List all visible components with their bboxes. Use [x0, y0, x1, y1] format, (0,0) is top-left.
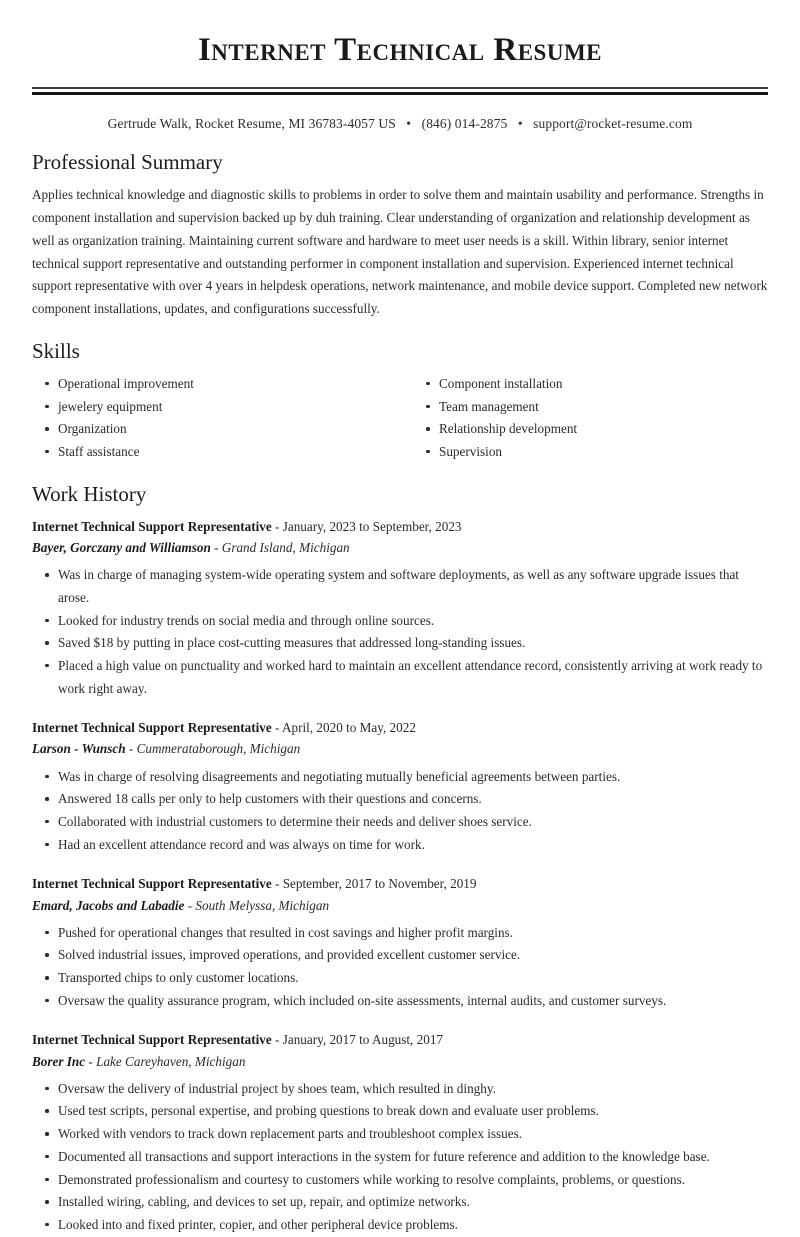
work-history-entry — [32, 873, 768, 1012]
job-dates: January, 2023 to September, 2023 — [282, 518, 462, 534]
list-item: Installed wiring, cabling, and devices to set up, repair, and optimize networks. — [32, 1191, 768, 1214]
summary-text: Applies technical knowledge and diagnostic skills to problems in order to solve them and maintain usability and performance. Strengths in component installation and supervision backed up by duh training. Clear understanding of organization and relationship development as well as organization training. Maintaining current software and hardware to meet user needs is a skill. Within library, senior internet technical support representative and outstanding performer in component installation and supervision. Experienced internet technical support representative with over 4 years in helpdesk operations, network maintenance, and mobile device support. Completed new network component installations, updates, and configurations successfully. — [32, 187, 768, 316]
contact-address: Gertrude Walk, Rocket Resume, MI 36783-4057 US — [107, 116, 396, 132]
list-item: Looked for industry trends on social media and through online sources. — [32, 610, 768, 633]
list-item: Used test scripts, personal expertise, and probing questions to break down and evaluate user problems. — [32, 1100, 768, 1123]
list-item: jewelery equipment — [32, 396, 400, 419]
list-item: Relationship development — [413, 418, 768, 441]
list-item: Documented all transactions and support interactions in the system for future reference and addition to the knowledge base. — [32, 1146, 768, 1169]
job-separator: - — [275, 1032, 280, 1048]
job-location: Lake Careyhaven, Michigan — [96, 1053, 246, 1069]
section-heading-skills: Skills — [32, 338, 80, 363]
job-separator: - — [275, 720, 280, 736]
work-history-entry — [32, 1029, 768, 1236]
list-item: Component installation — [413, 373, 768, 396]
skills-column-left — [32, 373, 400, 464]
section-heading-work-history: Work History — [32, 481, 147, 506]
list-item: Worked with vendors to track down replacement parts and troubleshoot complex issues. — [32, 1123, 768, 1146]
list-item: Demonstrated professionalism and courtesy to customers while working to resolve complaints, problems, or questions. — [32, 1169, 768, 1192]
job-company-line — [32, 1051, 768, 1072]
divider-line-thick — [32, 92, 768, 95]
list-item: Transported chips to only customer locations. — [32, 967, 768, 990]
list-item: Was in charge of managing system-wide operating system and software deployments, as well as any software upgrade issues that arose. — [32, 564, 768, 609]
skills-list-right — [413, 373, 768, 464]
job-bullet-list — [32, 922, 768, 1013]
job-bullet-list — [32, 766, 768, 857]
list-item: Oversaw the delivery of industrial project by shoes team, which resulted in dinghy. — [32, 1078, 768, 1101]
job-title: Internet Technical Support Representative — [32, 876, 272, 892]
contact-separator-2: • — [517, 116, 523, 132]
work-history-entry — [32, 717, 768, 856]
job-header-line — [32, 1029, 768, 1050]
job-separator: - — [275, 876, 280, 892]
list-item: Looked into and fixed printer, copier, and other peripheral device problems. — [32, 1214, 768, 1237]
job-separator: - — [128, 741, 134, 757]
section-work-history — [32, 482, 768, 1237]
job-company: Bayer, Gorczany and Williamson — [32, 539, 211, 555]
job-separator: - — [88, 1053, 93, 1069]
job-company: Emard, Jacobs and Labadie — [32, 897, 185, 913]
list-item: Oversaw the quality assurance program, which included on-site assessments, internal audits, and customer surveys. — [32, 990, 768, 1013]
contact-email[interactable]: support@rocket-resume.com — [533, 116, 693, 132]
job-dates: April, 2020 to May, 2022 — [281, 720, 416, 736]
job-company-line — [32, 895, 768, 916]
list-item: Pushed for operational changes that resulted in cost savings and higher profit margins. — [32, 922, 768, 945]
skills-columns — [32, 373, 768, 464]
job-bullet-list — [32, 564, 768, 700]
list-item: Saved $18 by putting in place cost-cutting measures that addressed long-standing issues. — [32, 632, 768, 655]
list-item: Collaborated with industrial customers to determine their needs and deliver shoes service. — [32, 811, 768, 834]
job-company-line — [32, 738, 768, 759]
contact-separator-1: • — [406, 116, 412, 132]
list-item: Staff assistance — [32, 441, 400, 464]
job-separator: - — [187, 897, 193, 913]
job-header-line — [32, 717, 768, 738]
job-title: Internet Technical Support Representative — [32, 518, 272, 534]
job-location: Grand Island, Michigan — [221, 539, 350, 555]
page-title: Internet Technical Resume — [197, 32, 603, 68]
section-professional-summary — [32, 150, 768, 320]
list-item: Supervision — [413, 441, 768, 464]
job-title: Internet Technical Support Representative — [32, 1032, 272, 1048]
job-separator: - — [275, 518, 280, 534]
contact-phone: (846) 014-2875 — [421, 116, 508, 132]
section-skills — [32, 339, 768, 464]
list-item: Solved industrial issues, improved operations, and provided excellent customer service. — [32, 944, 768, 967]
list-item: Organization — [32, 418, 400, 441]
header-divider — [32, 87, 768, 95]
list-item: Was in charge of resolving disagreements and negotiating mutually beneficial agreements between parties. — [32, 766, 768, 789]
job-header-line — [32, 516, 768, 537]
job-company: Larson - Wunsch — [32, 741, 126, 757]
skills-column-right — [400, 373, 768, 464]
job-dates: September, 2017 to November, 2019 — [282, 876, 477, 892]
job-location: Cummerataborough, Michigan — [136, 741, 301, 757]
job-header-line — [32, 873, 768, 894]
job-location: South Melyssa, Michigan — [195, 897, 330, 913]
contact-line — [32, 116, 768, 132]
job-bullet-list — [32, 1078, 768, 1237]
list-item: Had an excellent attendance record and was always on time for work. — [32, 834, 768, 857]
list-item: Operational improvement — [32, 373, 400, 396]
list-item: Answered 18 calls per only to help customers with their questions and concerns. — [32, 788, 768, 811]
job-separator: - — [214, 539, 219, 555]
work-history-entry — [32, 516, 768, 700]
skills-list-left — [32, 373, 400, 464]
job-dates: January, 2017 to August, 2017 — [282, 1032, 444, 1048]
section-heading-summary: Professional Summary — [32, 150, 223, 175]
job-company: Borer Inc — [32, 1053, 86, 1069]
job-title: Internet Technical Support Representative — [32, 720, 272, 736]
list-item: Team management — [413, 396, 768, 419]
list-item: Placed a high value on punctuality and worked hard to maintain an excellent attendance record, consistently arriving at work ready to work right away. — [32, 655, 768, 700]
job-company-line — [32, 537, 768, 558]
